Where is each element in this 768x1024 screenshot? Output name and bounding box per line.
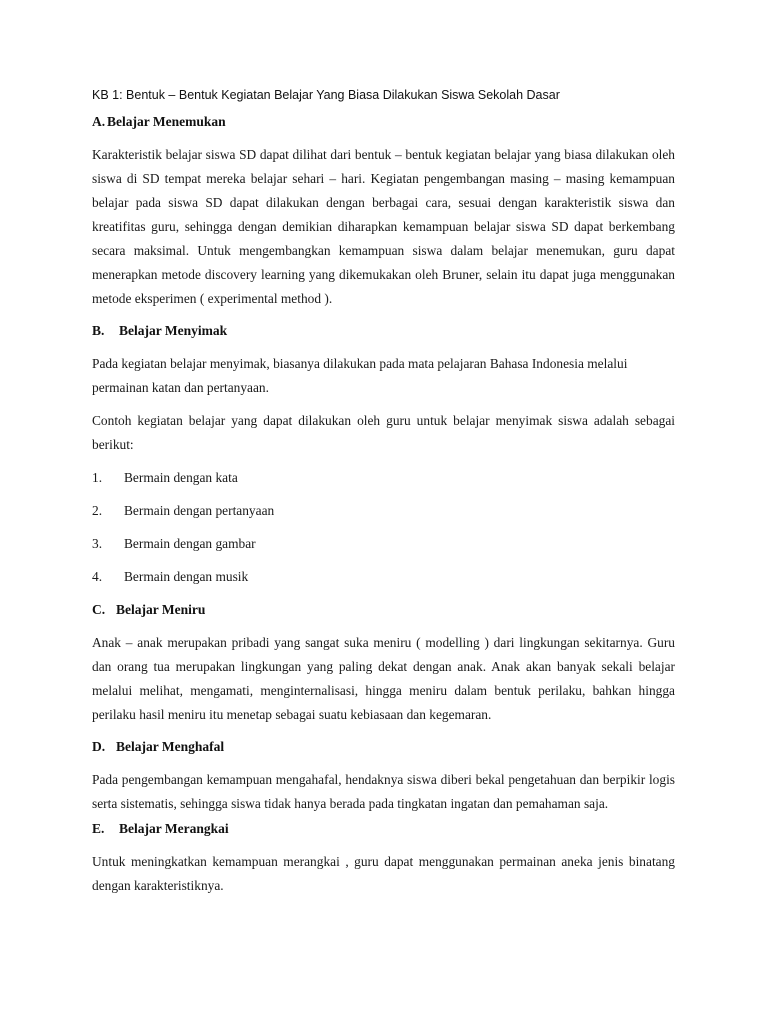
document-page [92,86,675,898]
document-title: KB 1: Bentuk – Bentuk Kegiatan Belajar Yang Biasa Dilakukan Siswa Sekolah Dasar [92,88,560,102]
section-e-title: Belajar Merangkai [119,821,229,836]
list-item-number: 1. [92,470,103,485]
list-item [92,535,675,553]
section-c-heading [92,601,675,619]
section-e-letter: E. [92,821,105,836]
section-d-letter: D. [92,739,106,754]
list-item [92,502,675,520]
section-a-letter: A. [92,114,106,129]
section-d-heading [92,738,675,756]
section-c-paragraph: Anak – anak merupakan pribadi yang sangat suka meniru ( modelling ) dari lingkungan sekitarnya. Guru dan orang tua merupakan lingkungan yang paling dekat dengan anak. Anak akan banyak sekali belajar melalui melihat, mengamati, menginternalisasi, hingga meniru dalam bentuk perilaku, bahkan hingga perilaku hasil meniru itu menetap sebagai suatu kebiasaan dan kegemaran. [92,635,675,722]
section-d-title: Belajar Menghafal [116,739,225,754]
section-b-paragraph-1: Pada kegiatan belajar menyimak, biasanya dilakukan pada mata pelajaran Bahasa Indonesia melalui permainan katan dan pertanyaan. [92,356,628,395]
list-item-text: Bermain dengan gambar [124,536,256,551]
section-b-heading [92,322,675,340]
section-b-title: Belajar Menyimak [119,323,228,338]
section-c-letter: C. [92,602,106,617]
list-item-number: 4. [92,569,103,584]
section-e-heading [92,820,675,838]
list-item-text: Bermain dengan kata [124,470,238,485]
section-a-heading [92,113,675,131]
section-b-letter: B. [92,323,105,338]
section-e-paragraph: Untuk meningkatkan kemampuan merangkai , guru dapat menggunakan permainan aneka jenis binatang dengan karakteristiknya. [92,854,675,893]
list-item-number: 3. [92,536,103,551]
list-item [92,469,675,487]
list-item [92,568,675,586]
list-item-text: Bermain dengan musik [124,569,249,584]
section-b-paragraph-2: Contoh kegiatan belajar yang dapat dilakukan oleh guru untuk belajar menyimak siswa adalah sebagai berikut: [92,413,675,452]
section-c-title: Belajar Meniru [116,602,206,617]
section-a-title: Belajar Menemukan [107,114,226,129]
section-a-paragraph: Karakteristik belajar siswa SD dapat dilihat dari bentuk – bentuk kegiatan belajar yang biasa dilakukan oleh siswa di SD tempat mereka belajar sehari – hari. Kegiatan pengembangan masing – masing kemampuan belajar pada siswa SD dapat dilakukan dengan berbagai cara, sesuai dengan karakteristik siswa dan kreatifitas guru, sehingga dengan demikian diharapkan kemampuan belajar siswa SD dapat berkembang secara maksimal. Untuk mengembangkan kemampuan siswa dalam belajar menemukan, guru dapat menerapkan metode discovery learning yang dikemukakan oleh Bruner, selain itu dapat juga menggunakan metode eksperimen ( experimental method ). [92,147,675,306]
list-item-text: Bermain dengan pertanyaan [124,503,275,518]
list-item-number: 2. [92,503,103,518]
section-d-paragraph: Pada pengembangan kemampuan mengahafal, hendaknya siswa diberi bekal pengetahuan dan berpikir logis serta sistematis, sehingga siswa tidak hanya berada pada tingkatan ingatan dan pemahaman saja. [92,772,675,811]
